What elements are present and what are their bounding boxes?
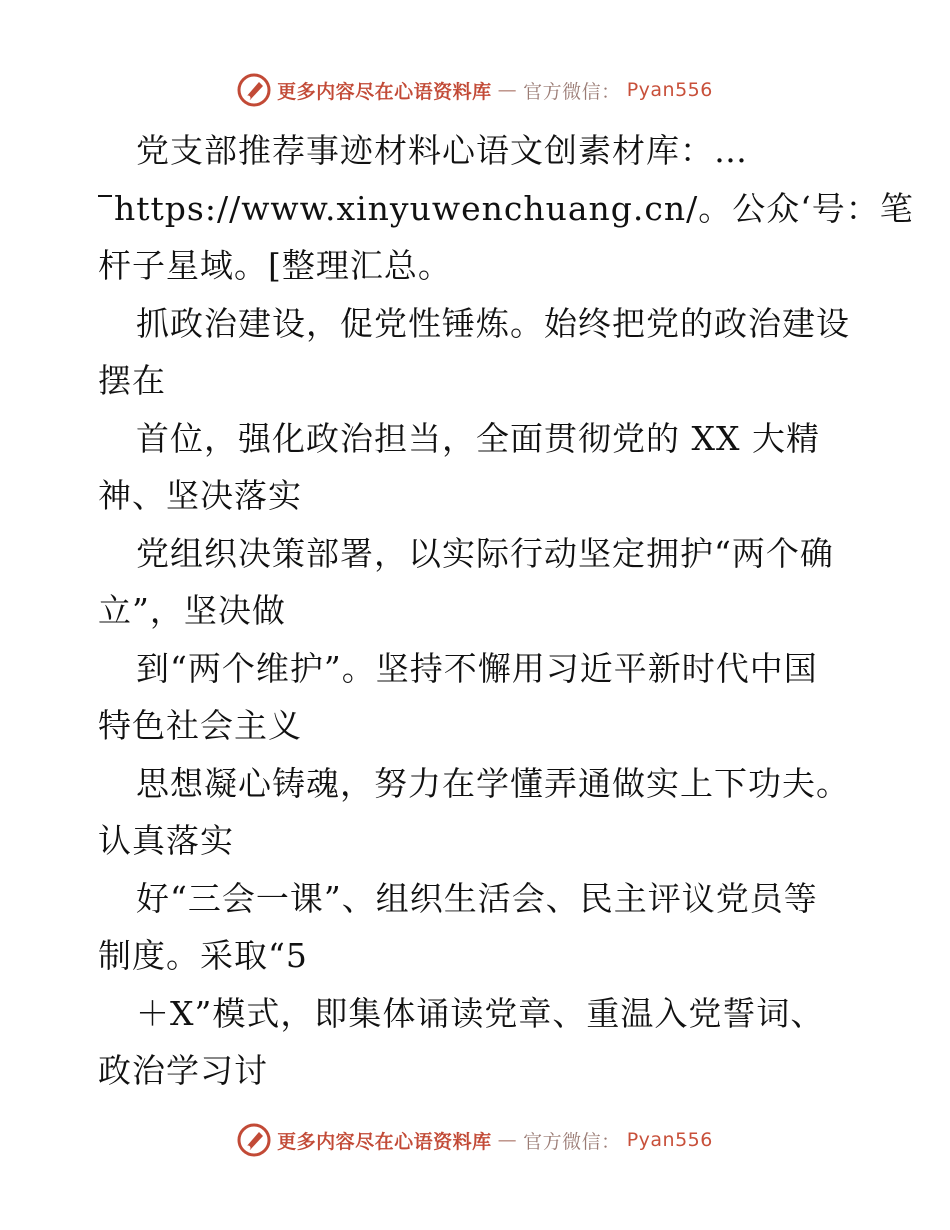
text-line-content: 抓政治建设，促党性锤炼。始终把党的政治建设 xyxy=(136,303,850,343)
text-line-content: 党组织决策部署，以实际行动坚定拥护“两个确 xyxy=(136,533,834,573)
document-body xyxy=(98,122,914,1100)
banner-wechat-label: 官方微信： xyxy=(523,80,621,103)
banner-separator: — xyxy=(497,1129,518,1151)
text-line xyxy=(98,640,858,698)
banner-wechat-id: Pyan556 xyxy=(626,79,713,101)
text-line xyxy=(98,180,914,238)
text-line-content: ＋X”模式，即集体诵读党章、重温入党誓词、 xyxy=(136,993,825,1033)
text-line xyxy=(98,467,858,525)
text-line xyxy=(98,812,858,870)
text-line-content: 立”，坚决做 xyxy=(98,591,286,630)
banner-brand-text: 更多内容尽在心语资料库 xyxy=(277,1130,492,1153)
text-line-content: https://www.xinyuwenchuang.cn/。公众‘号：笔 xyxy=(114,188,914,228)
header-banner xyxy=(0,70,950,110)
text-line-content: 好“三会一课”、组织生活会、民主评议党员等 xyxy=(136,878,818,918)
text-line-content: 思想凝心铸魂，努力在学懂弄通做实上下功夫。 xyxy=(136,763,850,803)
text-line xyxy=(98,870,858,928)
banner-wechat-id: Pyan556 xyxy=(626,1129,713,1151)
banner-separator: — xyxy=(497,79,518,101)
text-line-content: 认真落实 xyxy=(98,821,234,860)
text-line xyxy=(98,295,858,353)
text-line xyxy=(98,1042,858,1100)
text-line xyxy=(98,927,858,985)
brand-logo-icon xyxy=(237,73,271,107)
text-line-content: 首位，强化政治担当，全面贯彻党的 XX 大精 xyxy=(136,418,820,458)
text-line-content: 特色社会主义 xyxy=(98,706,302,745)
text-line xyxy=(98,755,858,813)
text-line xyxy=(98,697,858,755)
text-line-content: 杆子星域。[整理汇总。 xyxy=(98,246,452,285)
text-line-content: 政治学习讨 xyxy=(98,1051,268,1090)
footer-banner xyxy=(0,1120,950,1160)
text-line xyxy=(98,582,858,640)
text-line-content: 摆在 xyxy=(98,361,166,400)
text-line-content: 到“两个维护”。坚持不懈用习近平新时代中国 xyxy=(136,648,818,688)
text-line xyxy=(98,122,858,180)
text-line xyxy=(98,410,858,468)
banner-wechat-label: 官方微信： xyxy=(523,1130,621,1153)
text-line xyxy=(98,525,858,583)
text-line xyxy=(98,352,858,410)
banner-brand-text: 更多内容尽在心语资料库 xyxy=(277,80,492,103)
text-line xyxy=(98,237,858,295)
brand-logo-icon xyxy=(237,1123,271,1157)
text-line xyxy=(98,985,858,1043)
text-line-content: 制度。采取“5 xyxy=(98,936,308,975)
text-line-content: 神、坚决落实 xyxy=(98,476,302,515)
overline-mark xyxy=(98,195,112,197)
text-line-content: 党支部推荐事迹材料心语文创素材库：… xyxy=(136,131,748,170)
